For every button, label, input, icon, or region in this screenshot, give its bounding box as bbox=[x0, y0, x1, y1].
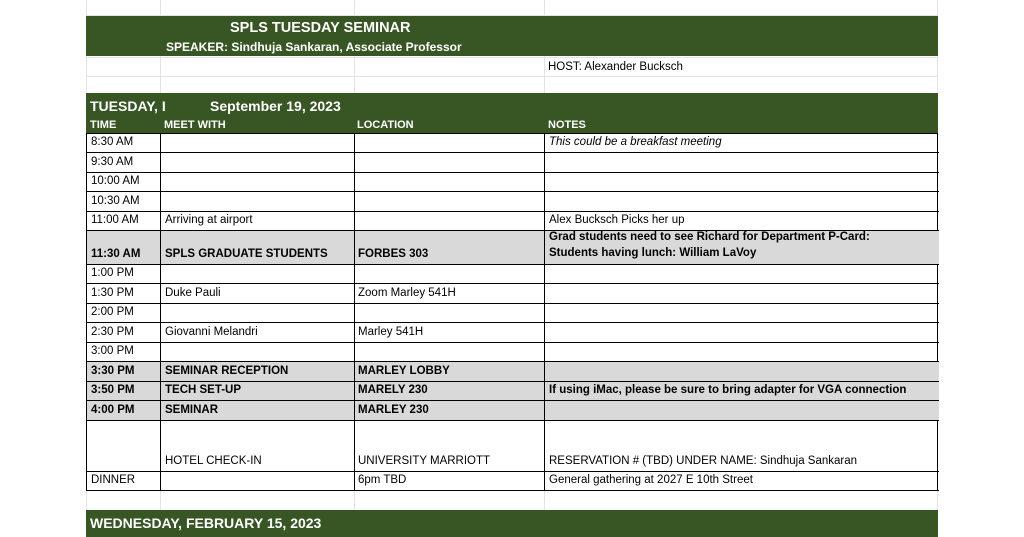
cell-meet: HOTEL CHECK-IN bbox=[165, 455, 262, 467]
schedule-table bbox=[86, 133, 938, 491]
cell-notes bbox=[549, 229, 929, 261]
cell-meet: SPLS GRADUATE STUDENTS bbox=[165, 248, 328, 260]
cell-location: MARELY 230 bbox=[358, 384, 428, 396]
cell-location: FORBES 303 bbox=[358, 248, 429, 260]
cell-time: 8:30 AM bbox=[91, 136, 134, 148]
cell-time: 1:30 PM bbox=[91, 287, 134, 299]
cell-time: 9:30 AM bbox=[91, 156, 134, 168]
cell-time: DINNER bbox=[91, 474, 136, 486]
table-row bbox=[87, 401, 939, 421]
cell-meet: SEMINAR RECEPTION bbox=[165, 365, 289, 377]
table-row bbox=[87, 382, 939, 401]
table-row bbox=[87, 421, 939, 472]
cell-notes: If using iMac, please be sure to bring adapter for VGA connection bbox=[549, 384, 907, 396]
table-row bbox=[87, 304, 939, 323]
seminar-title: SPLS TUESDAY SEMINAR bbox=[230, 20, 411, 36]
cell-time: 2:00 PM bbox=[91, 306, 134, 318]
cell-notes: Alex Bucksch Picks her up bbox=[549, 214, 685, 226]
gridline bbox=[86, 57, 938, 58]
table-row bbox=[87, 472, 939, 491]
cell-time: 11:00 AM bbox=[91, 214, 139, 226]
cell-notes: RESERVATION # (TBD) UNDER NAME: Sindhuja Sankaran bbox=[549, 455, 858, 467]
day2-label: WEDNESDAY, FEBRUARY 15, 2023 bbox=[90, 515, 322, 531]
cell-time: 10:00 AM bbox=[91, 175, 140, 187]
day-label: TUESDAY, I bbox=[90, 98, 166, 114]
cell-time: 2:30 PM bbox=[91, 326, 134, 338]
table-row bbox=[87, 153, 939, 173]
cell-meet: Arriving at airport bbox=[165, 214, 253, 226]
cell-time: 3:50 PM bbox=[91, 384, 135, 396]
col-header-time: TIME bbox=[90, 119, 117, 131]
cell-meet: Giovanni Melandri bbox=[165, 326, 258, 338]
cell-location: 6pm TBD bbox=[358, 474, 407, 486]
cell-location: UNIVERSITY MARRIOTT bbox=[358, 455, 491, 467]
cell-time: 11:30 AM bbox=[91, 248, 141, 260]
col-header-location: LOCATION bbox=[357, 119, 414, 131]
cell-meet: TECH SET-UP bbox=[165, 384, 242, 396]
table-row bbox=[87, 284, 939, 304]
notes-line-1: Grad students need to see Richard for Department P-Card: bbox=[549, 231, 870, 243]
notes-line-2: Students having lunch: William LaVoy bbox=[549, 247, 757, 259]
col-header-meet: MEET WITH bbox=[164, 119, 226, 131]
cell-time: 3:30 PM bbox=[91, 365, 135, 377]
cell-location: MARLEY 230 bbox=[358, 404, 429, 416]
cell-time: 10:30 AM bbox=[91, 195, 140, 207]
cell-location: Marley 541H bbox=[358, 326, 424, 338]
table-row bbox=[87, 323, 939, 343]
speaker-line: SPEAKER: Sindhuja Sankaran, Associate Professor bbox=[166, 40, 462, 54]
table-row bbox=[87, 362, 939, 382]
gridline bbox=[86, 76, 938, 77]
table-row bbox=[87, 343, 939, 362]
seminar-header-band bbox=[86, 16, 938, 56]
schedule-sheet bbox=[86, 0, 938, 537]
host-line: HOST: Alexander Bucksch bbox=[548, 61, 683, 73]
cell-notes: This could be a breakfast meeting bbox=[549, 136, 722, 148]
table-row bbox=[87, 173, 939, 192]
day-header-band bbox=[86, 93, 938, 133]
cell-location: MARLEY LOBBY bbox=[358, 365, 450, 377]
cell-notes: General gathering at 2027 E 10th Street bbox=[549, 474, 753, 486]
cell-time: 3:00 PM bbox=[91, 345, 134, 357]
table-row bbox=[87, 265, 939, 284]
col-header-notes: NOTES bbox=[548, 119, 586, 131]
cell-time: 4:00 PM bbox=[91, 404, 135, 416]
cell-time: 1:00 PM bbox=[91, 267, 134, 279]
day2-header-band bbox=[86, 510, 938, 537]
cell-location: Zoom Marley 541H bbox=[358, 287, 456, 299]
table-row bbox=[87, 192, 939, 212]
day-date: September 19, 2023 bbox=[210, 98, 341, 114]
table-row bbox=[87, 231, 939, 265]
table-row bbox=[87, 134, 939, 153]
cell-meet: Duke Pauli bbox=[165, 287, 221, 299]
cell-meet: SEMINAR bbox=[165, 404, 219, 416]
